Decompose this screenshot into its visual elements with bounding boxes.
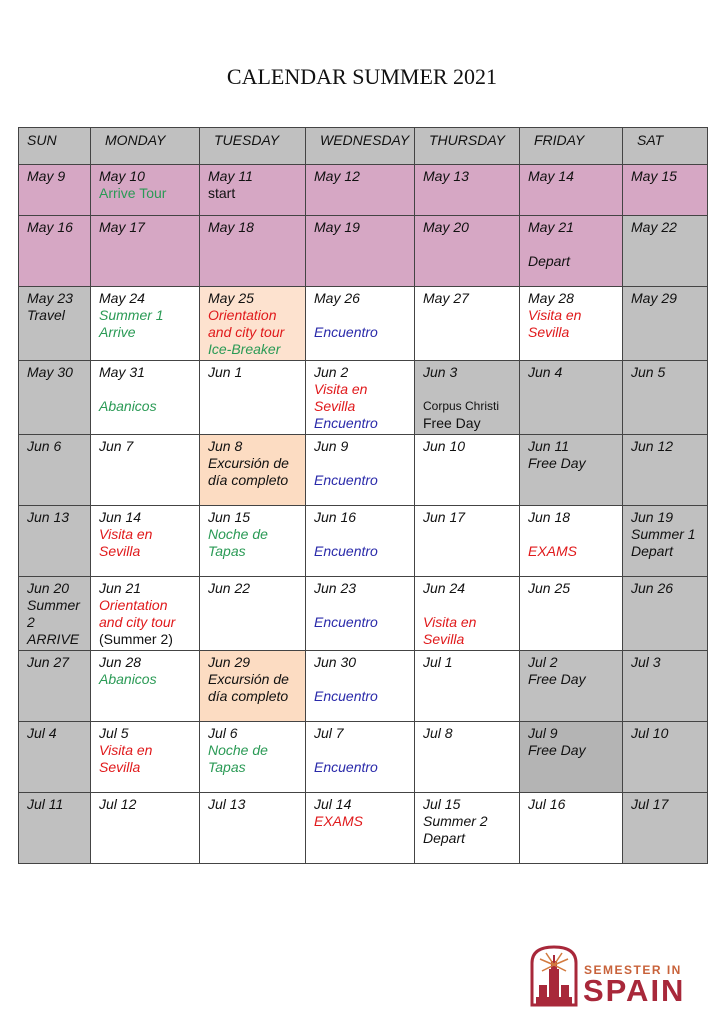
day-cell xyxy=(91,165,200,216)
event-text: Noche de xyxy=(208,742,268,758)
event-text: Tapas xyxy=(208,543,246,559)
day-cell xyxy=(623,793,708,864)
day-date: Jul 10 xyxy=(631,725,669,741)
week-row xyxy=(19,287,708,361)
event-text xyxy=(99,381,193,398)
day-date: Jun 14 xyxy=(99,509,142,525)
day-cell xyxy=(200,651,306,722)
day-cell xyxy=(306,361,415,435)
day-cell xyxy=(91,435,200,506)
event-text: Free Day xyxy=(423,415,481,431)
event-text: Visita en xyxy=(99,742,153,758)
day-cell xyxy=(19,651,91,722)
day-cell xyxy=(91,506,200,577)
day-cell xyxy=(520,435,623,506)
day-cell xyxy=(520,165,623,216)
day-cell xyxy=(200,361,306,435)
event-text xyxy=(314,455,408,472)
day-date: Jun 9 xyxy=(314,438,349,454)
day-cell xyxy=(19,216,91,287)
day-cell xyxy=(415,361,520,435)
event-text xyxy=(314,526,408,543)
day-date: May 30 xyxy=(27,364,73,380)
day-date: Jul 8 xyxy=(423,725,453,741)
day-cell xyxy=(306,287,415,361)
day-date: May 14 xyxy=(528,168,574,184)
day-date: Jun 26 xyxy=(631,580,674,596)
day-date: May 31 xyxy=(99,364,145,380)
day-cell xyxy=(306,165,415,216)
day-cell xyxy=(91,216,200,287)
day-date: May 26 xyxy=(314,290,360,306)
day-date: Jun 8 xyxy=(208,438,243,454)
day-cell xyxy=(623,216,708,287)
day-cell xyxy=(306,435,415,506)
week-row xyxy=(19,793,708,864)
day-header: FRIDAY xyxy=(520,128,623,165)
event-text: Abanicos xyxy=(99,398,157,414)
day-date: Jun 27 xyxy=(27,654,70,670)
event-text: Summer 1 xyxy=(631,526,696,542)
day-date: Jun 18 xyxy=(528,509,571,525)
event-text: Corpus Christi xyxy=(423,399,500,413)
event-text: Visita en xyxy=(99,526,153,542)
day-date: May 23 xyxy=(27,290,73,306)
day-header: THURSDAY xyxy=(415,128,520,165)
event-text: Travel xyxy=(27,307,65,323)
day-date: Jun 30 xyxy=(314,654,357,670)
day-date: Jun 29 xyxy=(208,654,251,670)
day-date: May 25 xyxy=(208,290,254,306)
day-cell xyxy=(306,793,415,864)
event-text: Sevilla xyxy=(423,631,465,647)
day-cell xyxy=(623,165,708,216)
event-text: start xyxy=(208,185,236,201)
event-text: Encuentro xyxy=(314,543,378,559)
day-date: Jun 4 xyxy=(528,364,563,380)
day-cell xyxy=(19,722,91,793)
day-date: Jul 7 xyxy=(314,725,344,741)
event-text: Arrive xyxy=(99,324,136,340)
day-cell xyxy=(415,165,520,216)
day-date: Jun 12 xyxy=(631,438,674,454)
day-cell xyxy=(306,722,415,793)
day-date: Jun 1 xyxy=(208,364,243,380)
event-text xyxy=(423,381,513,398)
week-row xyxy=(19,361,708,435)
day-cell xyxy=(415,287,520,361)
event-text: Encuentro xyxy=(314,415,378,431)
event-text xyxy=(314,671,408,688)
event-text: Free Day xyxy=(528,671,586,687)
day-cell xyxy=(200,577,306,651)
day-cell xyxy=(200,165,306,216)
day-cell xyxy=(19,577,91,651)
day-date: Jun 24 xyxy=(423,580,466,596)
day-date: Jun 13 xyxy=(27,509,70,525)
day-date: Jul 5 xyxy=(99,725,129,741)
week-row xyxy=(19,506,708,577)
day-header: MONDAY xyxy=(91,128,200,165)
logo-text-top: SEMESTER IN xyxy=(584,963,682,977)
event-text: Sevilla xyxy=(99,543,141,559)
day-cell xyxy=(91,577,200,651)
event-text: día completo xyxy=(208,472,289,488)
event-text: Summer xyxy=(27,597,80,613)
event-text xyxy=(314,597,408,614)
event-text xyxy=(528,236,616,253)
day-cell xyxy=(623,722,708,793)
header-row xyxy=(19,128,708,165)
day-date: May 11 xyxy=(208,168,253,184)
event-text: Free Day xyxy=(528,455,586,471)
event-text: Sevilla xyxy=(99,759,141,775)
day-date: Jun 22 xyxy=(208,580,251,596)
day-cell xyxy=(306,651,415,722)
day-date: Jun 6 xyxy=(27,438,62,454)
week-row xyxy=(19,722,708,793)
event-text: Excursión de xyxy=(208,671,289,687)
event-text: (Summer 2) xyxy=(99,631,173,647)
day-date: Jun 19 xyxy=(631,509,674,525)
day-date: Jul 4 xyxy=(27,725,57,741)
day-date: May 19 xyxy=(314,219,360,235)
day-cell xyxy=(200,506,306,577)
day-date: May 24 xyxy=(99,290,145,306)
day-cell xyxy=(19,361,91,435)
week-row xyxy=(19,651,708,722)
day-header: SUN xyxy=(19,128,91,165)
day-cell xyxy=(520,577,623,651)
day-cell xyxy=(623,435,708,506)
day-date: May 18 xyxy=(208,219,254,235)
logo-text-bottom: SPAIN xyxy=(583,973,686,1008)
day-date: May 21 xyxy=(528,219,574,235)
day-date: May 16 xyxy=(27,219,73,235)
event-text: EXAMS xyxy=(314,813,364,829)
event-text xyxy=(314,742,408,759)
event-text: Encuentro xyxy=(314,472,378,488)
day-header: WEDNESDAY xyxy=(306,128,415,165)
day-date: May 27 xyxy=(423,290,469,306)
day-cell xyxy=(520,506,623,577)
day-cell xyxy=(200,793,306,864)
event-text xyxy=(528,526,616,543)
day-cell xyxy=(91,361,200,435)
day-date: Jul 2 xyxy=(528,654,558,670)
day-cell xyxy=(19,287,91,361)
event-text: Visita en xyxy=(314,381,368,397)
day-date: Jul 6 xyxy=(208,725,238,741)
week-row xyxy=(19,165,708,216)
day-date: Jun 7 xyxy=(99,438,134,454)
day-cell xyxy=(520,216,623,287)
event-text: Orientation xyxy=(99,597,168,613)
day-cell xyxy=(200,287,306,361)
event-text: Depart xyxy=(423,830,466,846)
event-text: Arrive Tour xyxy=(99,185,167,201)
day-header: TUESDAY xyxy=(200,128,306,165)
event-text: Depart xyxy=(631,543,674,559)
day-cell xyxy=(623,287,708,361)
day-cell xyxy=(415,577,520,651)
day-date: Jun 17 xyxy=(423,509,466,525)
day-cell xyxy=(520,651,623,722)
day-cell xyxy=(19,165,91,216)
day-date: May 22 xyxy=(631,219,677,235)
event-text: Ice-Breaker xyxy=(208,341,281,357)
day-date: Jun 28 xyxy=(99,654,142,670)
day-cell xyxy=(306,216,415,287)
event-text: EXAMS xyxy=(528,543,578,559)
day-date: Jun 15 xyxy=(208,509,251,525)
day-date: May 17 xyxy=(99,219,145,235)
event-text: Sevilla xyxy=(314,398,356,414)
day-date: Jun 11 xyxy=(528,438,569,454)
day-date: Jul 9 xyxy=(528,725,558,741)
day-date: May 20 xyxy=(423,219,469,235)
day-cell xyxy=(415,435,520,506)
day-date: May 15 xyxy=(631,168,677,184)
day-cell xyxy=(19,506,91,577)
day-cell xyxy=(520,722,623,793)
day-date: Jul 15 xyxy=(423,796,461,812)
day-date: Jul 13 xyxy=(208,796,246,812)
day-date: May 10 xyxy=(99,168,145,184)
day-cell xyxy=(91,651,200,722)
day-cell xyxy=(415,722,520,793)
day-cell xyxy=(91,793,200,864)
event-text: Encuentro xyxy=(314,614,378,630)
week-row xyxy=(19,577,708,651)
day-date: Jun 23 xyxy=(314,580,357,596)
day-cell xyxy=(306,506,415,577)
event-text: Depart xyxy=(528,253,571,269)
event-text: Abanicos xyxy=(99,671,157,687)
event-text: Sevilla xyxy=(528,324,570,340)
day-date: Jul 3 xyxy=(631,654,661,670)
day-cell xyxy=(415,216,520,287)
event-text: Free Day xyxy=(528,742,586,758)
day-date: Jun 25 xyxy=(528,580,571,596)
day-date: Jul 17 xyxy=(631,796,669,812)
day-date: Jun 5 xyxy=(631,364,666,380)
event-text: and city tour xyxy=(99,614,176,630)
day-cell xyxy=(19,435,91,506)
day-date: Jul 1 xyxy=(423,654,453,670)
event-text: and city tour xyxy=(208,324,285,340)
calendar-table xyxy=(18,127,708,864)
day-cell xyxy=(623,651,708,722)
day-date: Jul 14 xyxy=(314,796,352,812)
event-text: Encuentro xyxy=(314,759,378,775)
event-text: Orientation xyxy=(208,307,277,323)
day-date: May 9 xyxy=(27,168,66,184)
event-text: Summer 1 xyxy=(99,307,164,323)
day-cell xyxy=(19,793,91,864)
day-cell xyxy=(415,793,520,864)
event-text: Tapas xyxy=(208,759,246,775)
day-date: May 28 xyxy=(528,290,574,306)
day-cell xyxy=(415,651,520,722)
day-date: May 12 xyxy=(314,168,360,184)
day-cell xyxy=(200,435,306,506)
day-cell xyxy=(200,722,306,793)
event-text: Visita en xyxy=(528,307,582,323)
day-date: Jun 3 xyxy=(423,364,458,380)
day-date: May 13 xyxy=(423,168,469,184)
event-text: Summer 2 xyxy=(423,813,488,829)
day-date: May 29 xyxy=(631,290,677,306)
day-cell xyxy=(520,287,623,361)
event-text: 2 xyxy=(27,614,35,630)
day-cell xyxy=(520,361,623,435)
day-cell xyxy=(415,506,520,577)
day-date: Jun 2 xyxy=(314,364,349,380)
day-cell xyxy=(623,577,708,651)
event-text: Noche de xyxy=(208,526,268,542)
event-text: ARRIVE xyxy=(27,631,80,647)
week-row xyxy=(19,216,708,287)
day-date: Jul 11 xyxy=(27,796,64,812)
day-date: Jun 20 xyxy=(27,580,70,596)
day-cell xyxy=(306,577,415,651)
day-cell xyxy=(520,793,623,864)
day-cell xyxy=(91,287,200,361)
week-row xyxy=(19,435,708,506)
day-date: Jul 12 xyxy=(99,796,137,812)
day-date: Jun 21 xyxy=(99,580,142,596)
event-text xyxy=(423,597,513,614)
event-text xyxy=(314,307,408,324)
day-cell xyxy=(623,506,708,577)
day-date: Jul 16 xyxy=(528,796,566,812)
day-date: Jun 16 xyxy=(314,509,357,525)
day-cell xyxy=(200,216,306,287)
event-text: día completo xyxy=(208,688,289,704)
page-title: CALENDAR SUMMER 2021 xyxy=(226,64,498,89)
event-text: Encuentro xyxy=(314,688,378,704)
day-header: SAT xyxy=(623,128,708,165)
day-cell xyxy=(623,361,708,435)
event-text: Excursión de xyxy=(208,455,289,471)
day-cell xyxy=(91,722,200,793)
day-date: Jun 10 xyxy=(423,438,466,454)
event-text: Visita en xyxy=(423,614,477,630)
event-text: Encuentro xyxy=(314,324,378,340)
